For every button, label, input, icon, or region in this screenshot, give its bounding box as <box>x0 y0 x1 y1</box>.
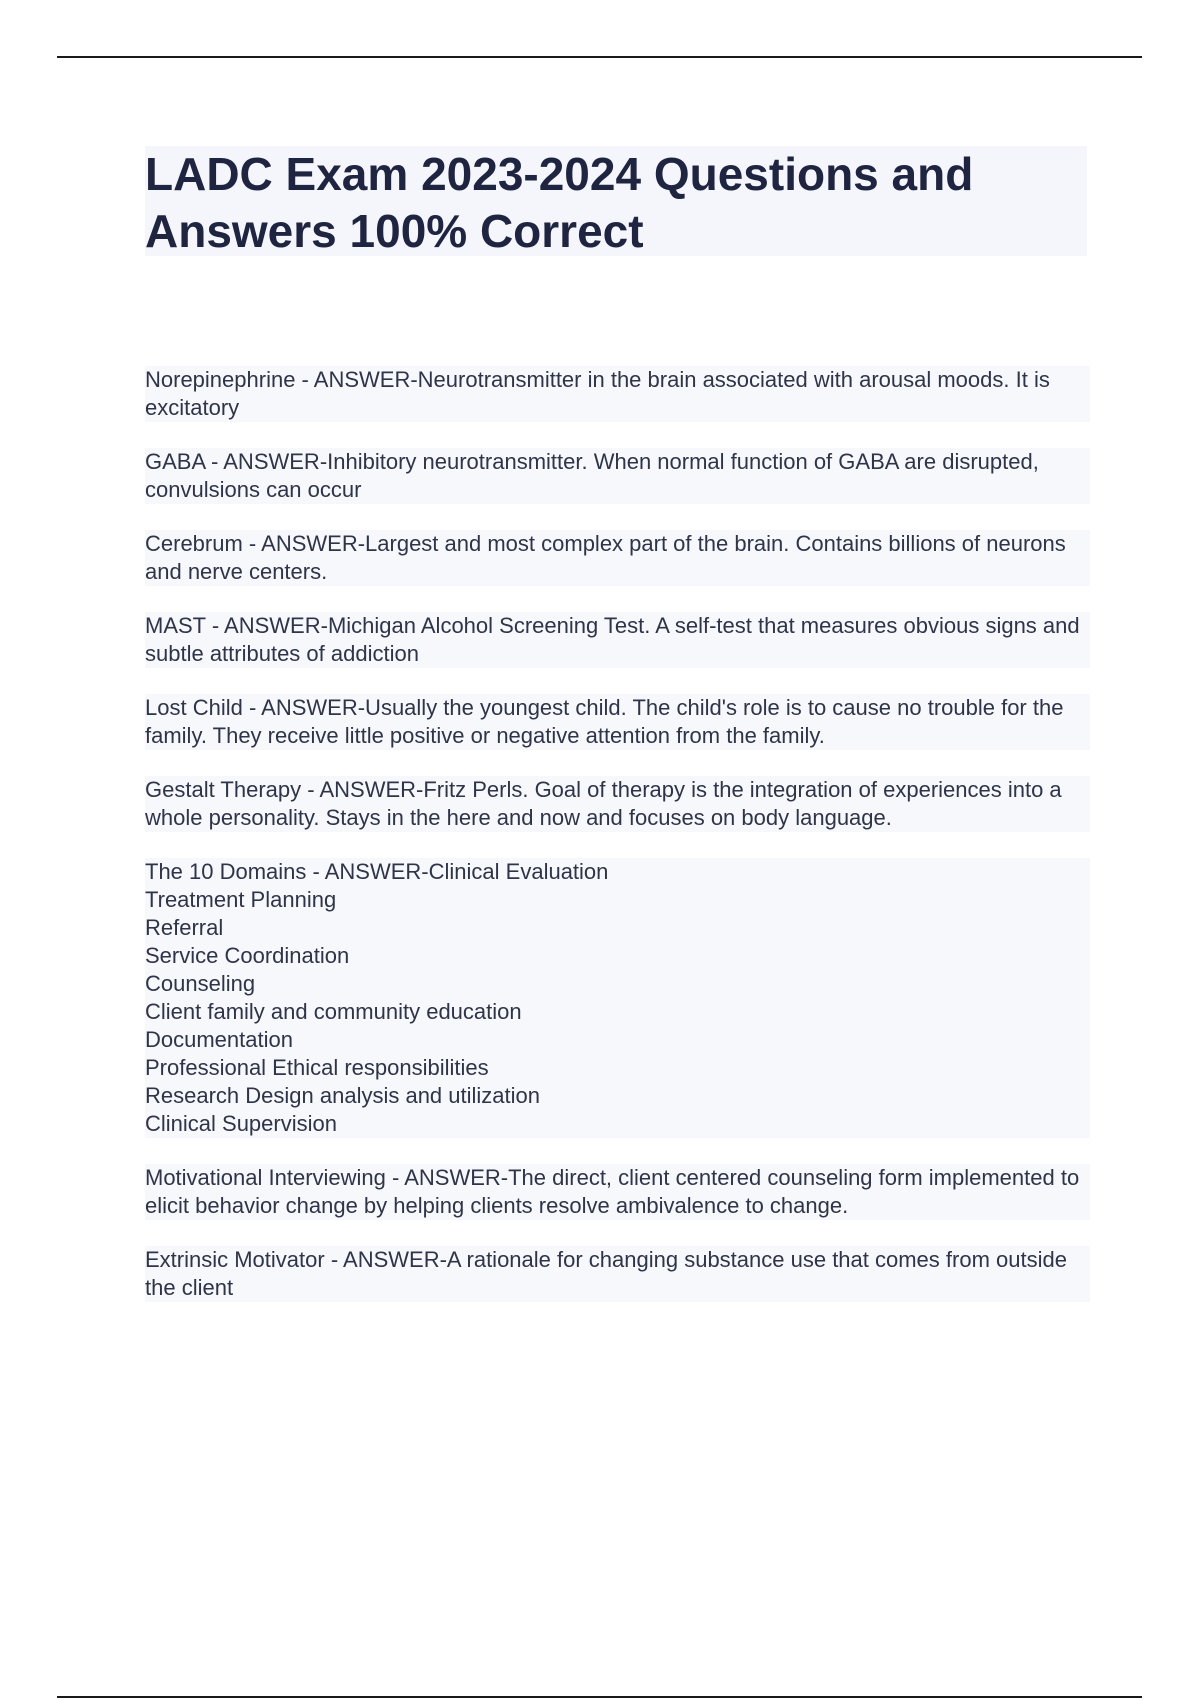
document-title: LADC Exam 2023-2024 Questions and Answers 100% Correct <box>145 148 974 257</box>
qa-entry-gestalt-therapy: Gestalt Therapy - ANSWER-Fritz Perls. Goal of therapy is the integration of experiences into a whole personality. Stays in the here and now and focuses on body language. <box>145 776 1090 832</box>
bottom-rule <box>57 1696 1142 1698</box>
qa-entry-norepinephrine: Norepinephrine - ANSWER-Neurotransmitter in the brain associated with arousal moods. It is excitatory <box>145 366 1090 422</box>
qa-entry-ten-domains: The 10 Domains - ANSWER-Clinical Evaluation Treatment Planning Referral Service Coordination Counseling Client family and community education Documentation Professional Ethical responsibilities Research Design analysis and utilization Clinical Supervision <box>145 858 1090 1138</box>
qa-entry-cerebrum: Cerebrum - ANSWER-Largest and most complex part of the brain. Contains billions of neurons and nerve centers. <box>145 530 1090 586</box>
title-block <box>145 146 1087 256</box>
qa-entry-gaba: GABA - ANSWER-Inhibitory neurotransmitter. When normal function of GABA are disrupted, convulsions can occur <box>145 448 1090 504</box>
qa-entry-motivational-interviewing: Motivational Interviewing - ANSWER-The direct, client centered counseling form implemented to elicit behavior change by helping clients resolve ambivalence to change. <box>145 1164 1090 1220</box>
qa-list <box>145 366 1090 1328</box>
top-rule <box>57 56 1142 58</box>
qa-entry-mast: MAST - ANSWER-Michigan Alcohol Screening Test. A self-test that measures obvious signs and subtle attributes of addiction <box>145 612 1090 668</box>
qa-entry-lost-child: Lost Child - ANSWER-Usually the youngest child. The child's role is to cause no trouble for the family. They receive little positive or negative attention from the family. <box>145 694 1090 750</box>
qa-entry-extrinsic-motivator: Extrinsic Motivator - ANSWER-A rationale for changing substance use that comes from outside the client <box>145 1246 1090 1302</box>
